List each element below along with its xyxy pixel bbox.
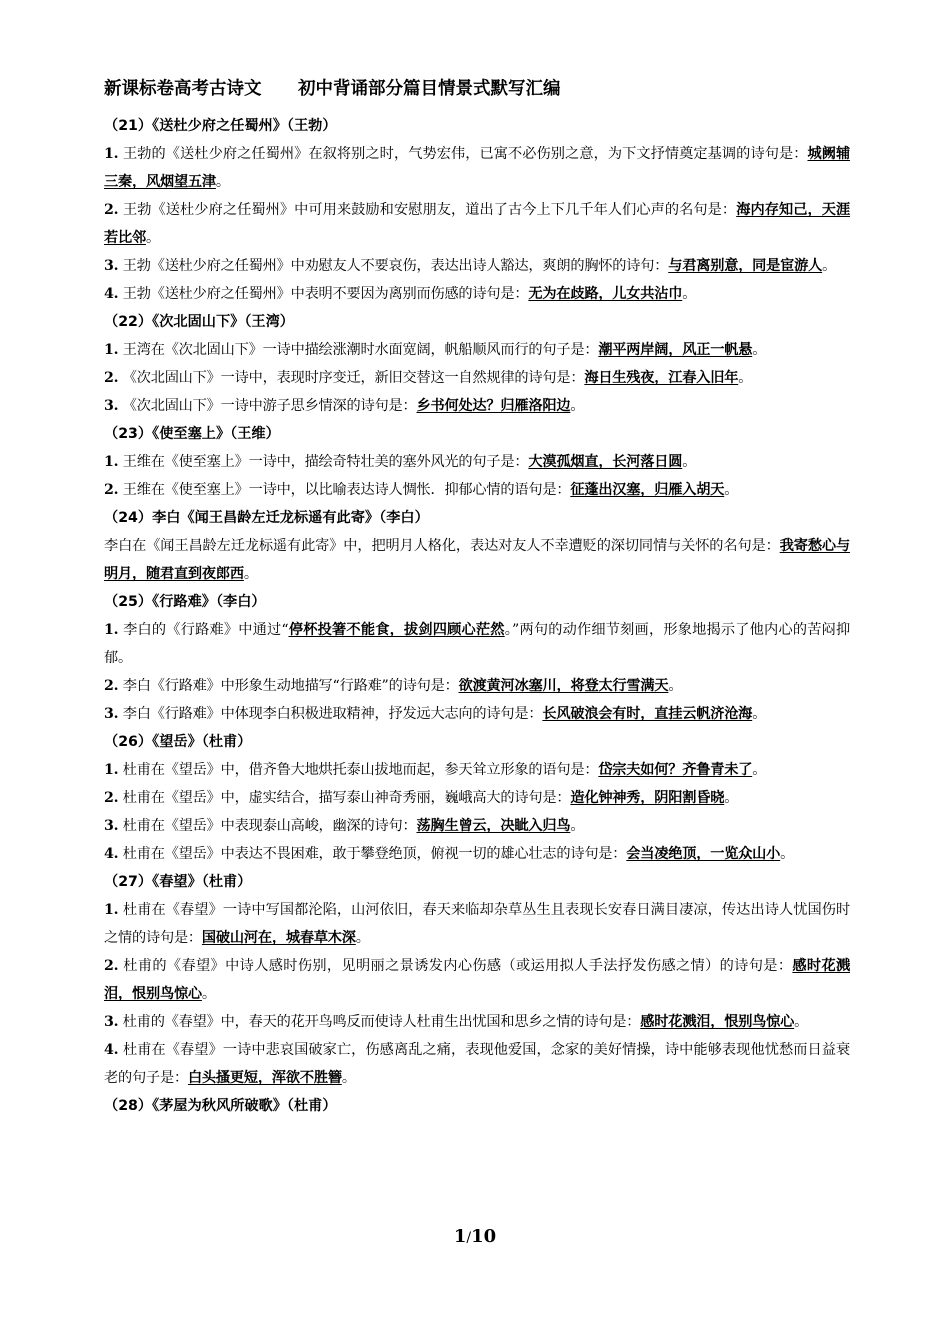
question-ending: 。”两句的动作细节刻画，形象地揭示了他内心的苦闷抑郁。	[104, 622, 850, 666]
question-number: 3.	[104, 706, 119, 722]
question-item	[104, 1008, 850, 1036]
page-current: 1	[453, 1226, 467, 1247]
question-text: 王湾在《次北固山下》一诗中描绘涨潮时水面宽阔，帆船顺风而行的句子是：	[118, 342, 599, 358]
question-item	[104, 672, 850, 700]
question-number: 1.	[104, 622, 119, 638]
question-number: 1.	[104, 342, 119, 358]
sections-container	[104, 112, 850, 1120]
question-ending: 。	[215, 174, 230, 190]
question-item	[104, 476, 850, 504]
question-number: 2.	[104, 958, 119, 974]
question-number: 3.	[104, 818, 119, 834]
question-text: 王维在《使至塞上》一诗中，以比喻表达诗人惆怅．抑郁心情的语句是：	[118, 482, 571, 498]
question-item	[104, 896, 850, 952]
question-text: 杜甫在《望岳》中表达不畏困难，敢于攀登绝顶，俯视一切的雄心壮志的诗句是：	[118, 846, 627, 862]
question-number: 3.	[104, 258, 119, 274]
section-heading: （26）《望岳》（杜甫）	[104, 734, 252, 750]
question-item	[104, 532, 850, 588]
section-heading: （25）《行路难》（李白）	[104, 594, 266, 610]
question-ending: 。	[355, 930, 370, 946]
answer-text: 荡胸生曾云，决眦入归鸟	[416, 818, 571, 834]
answer-text: 欲渡黄河冰塞川，将登太行雪满天	[458, 678, 669, 694]
question-item	[104, 364, 850, 392]
question-ending: 。	[243, 566, 258, 582]
question-number: 4.	[104, 286, 119, 302]
question-item	[104, 196, 850, 252]
question-item	[104, 616, 850, 672]
answer-text: 国破山河在，城春草木深	[201, 930, 356, 946]
question-item	[104, 812, 850, 840]
question-ending: 。	[341, 1070, 356, 1086]
question-item	[104, 1036, 850, 1092]
question-ending: 。	[682, 454, 697, 470]
question-text: 杜甫在《望岳》中表现泰山高峻，幽深的诗句：	[118, 818, 417, 834]
answer-text: 无为在歧路，儿女共沾巾	[528, 286, 683, 302]
question-ending: 。	[780, 846, 795, 862]
question-text: 杜甫在《望岳》中，借齐鲁大地烘托泰山拔地而起，参天耸立形象的语句是：	[118, 762, 599, 778]
document-page	[104, 76, 850, 1120]
question-text: 王维在《使至塞上》一诗中，描绘奇特壮美的塞外风光的句子是：	[118, 454, 529, 470]
question-text: 王勃《送杜少府之任蜀州》中可用来鼓励和安慰朋友，道出了古今上下几千年人们心声的名句是：	[118, 202, 737, 218]
question-number: 3.	[104, 1014, 119, 1030]
question-item	[104, 336, 850, 364]
section-heading: （24）李白《闻王昌龄左迁龙标遥有此寄》（李白）	[104, 510, 429, 526]
answer-text: 乡书何处达？归雁洛阳边	[416, 398, 571, 414]
question-ending: 。	[570, 398, 585, 414]
question-number: 2.	[104, 482, 119, 498]
section-heading: （28）《茅屋为秋风所破歌》（杜甫）	[104, 1098, 337, 1114]
question-item	[104, 252, 850, 280]
question-item	[104, 140, 850, 196]
answer-text: 白头搔更短，浑欲不胜簪	[187, 1070, 342, 1086]
question-text: 李白《行路难》中形象生动地描写“行路难”的诗句是：	[118, 678, 459, 694]
question-ending: 。	[570, 818, 585, 834]
question-number: 1.	[104, 146, 119, 162]
question-text: 杜甫的《春望》中诗人感时伤别，见明丽之景诱发内心伤感（或运用拟人手法抒发伤感之情）的诗句是：	[118, 958, 793, 974]
answer-text: 感时花溅泪，恨别鸟惊心	[104, 958, 850, 1002]
question-text: 杜甫在《春望》一诗中写国都沦陷，山河依旧，春天来临却杂草丛生且表现长安春日满目凄凉，传达出诗人忧国伤时之情的诗句是：	[104, 902, 850, 946]
question-ending: 。	[822, 258, 837, 274]
answer-text: 城阙辅三秦，风烟望五津	[104, 146, 850, 190]
question-item	[104, 952, 850, 1008]
question-text: 李白的《行路难》中通过“	[118, 622, 289, 638]
question-number: 4.	[104, 1042, 119, 1058]
answer-text: 造化钟神秀，阴阳割昏晓	[570, 790, 725, 806]
section-heading: （22）《次北固山下》（王湾）	[104, 314, 294, 330]
question-ending: 。	[752, 342, 767, 358]
section-heading: （23）《使至塞上》（王维）	[104, 426, 280, 442]
question-item	[104, 756, 850, 784]
question-number: 2.	[104, 790, 119, 806]
question-number: 1.	[104, 902, 119, 918]
answer-text: 岱宗夫如何？齐鲁青未了	[598, 762, 753, 778]
question-item	[104, 700, 850, 728]
question-number: 2.	[104, 678, 119, 694]
question-text: 杜甫在《春望》一诗中悲哀国破家亡，伤感离乱之痛，表现他爱国，念家的美好情操，诗中能够表现他忧愁而日益衰老的句子是：	[104, 1042, 850, 1086]
question-item	[104, 280, 850, 308]
question-item	[104, 392, 850, 420]
page-total: 10	[471, 1226, 497, 1247]
answer-text: 海日生残夜，江春入旧年	[584, 370, 739, 386]
question-number: 4.	[104, 846, 119, 862]
section-heading: （27）《春望》（杜甫）	[104, 874, 252, 890]
answer-text: 我寄愁心与明月，随君直到夜郎西	[104, 538, 850, 582]
question-text: 李白在《闻王昌龄左迁龙标遥有此寄》中，把明月人格化，表达对友人不幸遭贬的深切同情与关怀的名句是：	[104, 538, 780, 554]
question-text: 王勃《送杜少府之任蜀州》中表明不要因为离别而伤感的诗句是：	[118, 286, 529, 302]
answer-text: 与君离别意，同是宦游人	[668, 258, 823, 274]
question-ending: 。	[752, 762, 767, 778]
question-item	[104, 840, 850, 868]
answer-text: 大漠孤烟直，长河落日圆	[528, 454, 683, 470]
question-text: 王勃《送杜少府之任蜀州》中劝慰友人不要哀伤，表达出诗人豁达，爽朗的胸怀的诗句：	[118, 258, 669, 274]
question-ending: 。	[724, 482, 739, 498]
answer-text: 潮平两岸阔，风正一帆悬	[598, 342, 753, 358]
page-separator: /	[466, 1230, 472, 1246]
question-ending: 。	[201, 986, 216, 1002]
answer-text: 长风破浪会有时，直挂云帆济沧海	[542, 706, 753, 722]
answer-text: 会当凌绝顶，一览众山小	[626, 846, 781, 862]
question-text: 李白《行路难》中体现李白积极进取精神，抒发远大志向的诗句是：	[118, 706, 543, 722]
question-text: 《次北固山下》一诗中游子思乡情深的诗句是：	[118, 398, 417, 414]
page-number	[0, 1226, 950, 1247]
question-ending: 。	[145, 230, 160, 246]
answer-text: 征蓬出汉塞，归雁入胡天	[570, 482, 725, 498]
question-number: 3.	[104, 398, 119, 414]
question-ending: 。	[682, 286, 697, 302]
question-ending: 。	[794, 1014, 809, 1030]
answer-text: 海内存知己，天涯若比邻	[104, 202, 850, 246]
question-item	[104, 448, 850, 476]
section-heading: （21）《送杜少府之任蜀州》（王勃）	[104, 118, 337, 134]
question-item	[104, 784, 850, 812]
question-ending: 。	[738, 370, 753, 386]
question-number: 1.	[104, 454, 119, 470]
question-text: 《次北固山下》一诗中，表现时序变迁，新旧交替这一自然规律的诗句是：	[118, 370, 585, 386]
answer-text: 停杯投箸不能食，拔剑四顾心茫然	[288, 622, 505, 638]
question-ending: 。	[668, 678, 683, 694]
answer-text: 感时花溅泪，恨别鸟惊心	[640, 1014, 795, 1030]
question-ending: 。	[724, 790, 739, 806]
question-text: 杜甫在《望岳》中，虚实结合，描写泰山神奇秀丽，巍峨高大的诗句是：	[118, 790, 571, 806]
question-ending: 。	[752, 706, 767, 722]
question-number: 2.	[104, 370, 119, 386]
document-title: 新课标卷高考古诗文 初中背诵部分篇目情景式默写汇编	[104, 79, 561, 99]
question-text: 王勃的《送杜少府之任蜀州》在叙将别之时，气势宏伟，已寓不必伤别之意，为下文抒情奠定基调的诗句是：	[118, 146, 808, 162]
question-number: 1.	[104, 762, 119, 778]
question-number: 2.	[104, 202, 119, 218]
question-text: 杜甫的《春望》中，春天的花开鸟鸣反而使诗人杜甫生出忧国和思乡之情的诗句是：	[118, 1014, 641, 1030]
